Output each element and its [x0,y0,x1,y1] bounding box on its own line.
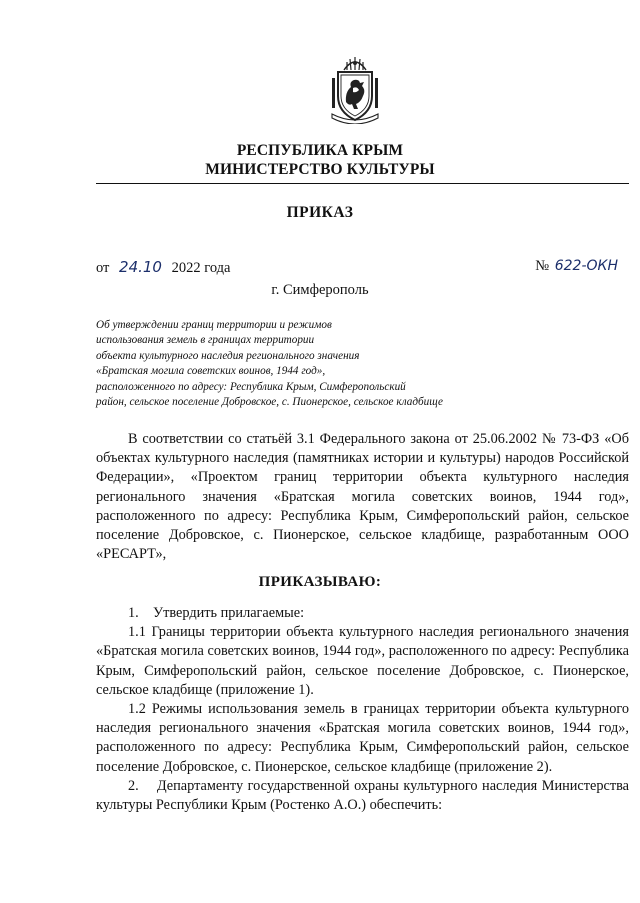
date-prefix: от [96,260,110,276]
subject-line: объекта культурного наследия регионального значения [96,349,360,362]
date-year: 2022 года [171,260,231,276]
document-type-title: ПРИКАЗ [286,204,354,221]
order-item-2: 2. Департаменту государственной охраны культурного наследия Министерства культуры Республики Крым (Ростенко А.О.) обеспечить: [96,777,629,814]
city: г. Симферополь [271,282,369,298]
date-line [96,258,230,277]
order-subject [96,318,536,410]
republic-title: РЕСПУБЛИКА КРЫМ [236,142,404,159]
header-divider [96,183,629,184]
subject-line: район, сельское поселение Добровское, с. Пионерское, сельское кладбище [96,396,443,409]
subject-line: Об утверждении границ территории и режимов [96,319,332,331]
order-item-1-2: 1.2 Режимы использования земель в границах территории объекта культурного наследия регионального значения «Братская могила советских воинов, 1944 год», расположенного по адресу: Республика Крым, Симферопольский район, сельское поселение Добровское, с. Пионерское, сельское кладбище (приложение 2). [96,701,629,775]
order-number-line [535,258,618,275]
order-item-1-1: 1.1 Границы территории объекта культурного наследия регионального значения «Братская могила советских воинов, 1944 год», расположенного по адресу: Республика Крым, Симферопольский район, сельское поселение Добровское, с. Пионерское, сельское кладбище (приложение 1). [96,624,629,698]
subject-line: «Братская могила советских воинов, 1944 год», [96,365,326,378]
crimea-coat-of-arms-emblem [328,52,382,124]
preamble-paragraph [96,430,629,564]
subject-line: использования земель в границах территории [96,334,315,347]
preamble-text: В соответствии со статьёй 3.1 Федерального закона от 25.06.2002 № 73-ФЗ «Об объектах культурного наследия (памятниках истории и культуры) народов Российской Федерации», «Проектом границ территории объекта культурного наследия регионального значения «Братская могила советских воинов, 1944 год», расположенного по адресу: Республика Крым, Симферопольский район, сельское поселение Добровское, с. Пионерское, сельское кладбище, разработанным ООО «РЕСАРТ», [96,431,629,563]
handwritten-order-number: 622-ОКН [554,258,618,274]
decree-heading: ПРИКАЗЫВАЮ: [258,574,382,590]
ministry-title: МИНИСТЕРСТВО КУЛЬТУРЫ [205,161,435,178]
subject-line: расположенного по адресу: Республика Крым, Симферопольский [96,380,406,393]
handwritten-date: 24.10 [119,258,162,276]
number-sign: № [535,258,550,274]
order-items [96,604,629,815]
order-item-1: 1. Утвердить прилагаемые: [128,605,305,621]
